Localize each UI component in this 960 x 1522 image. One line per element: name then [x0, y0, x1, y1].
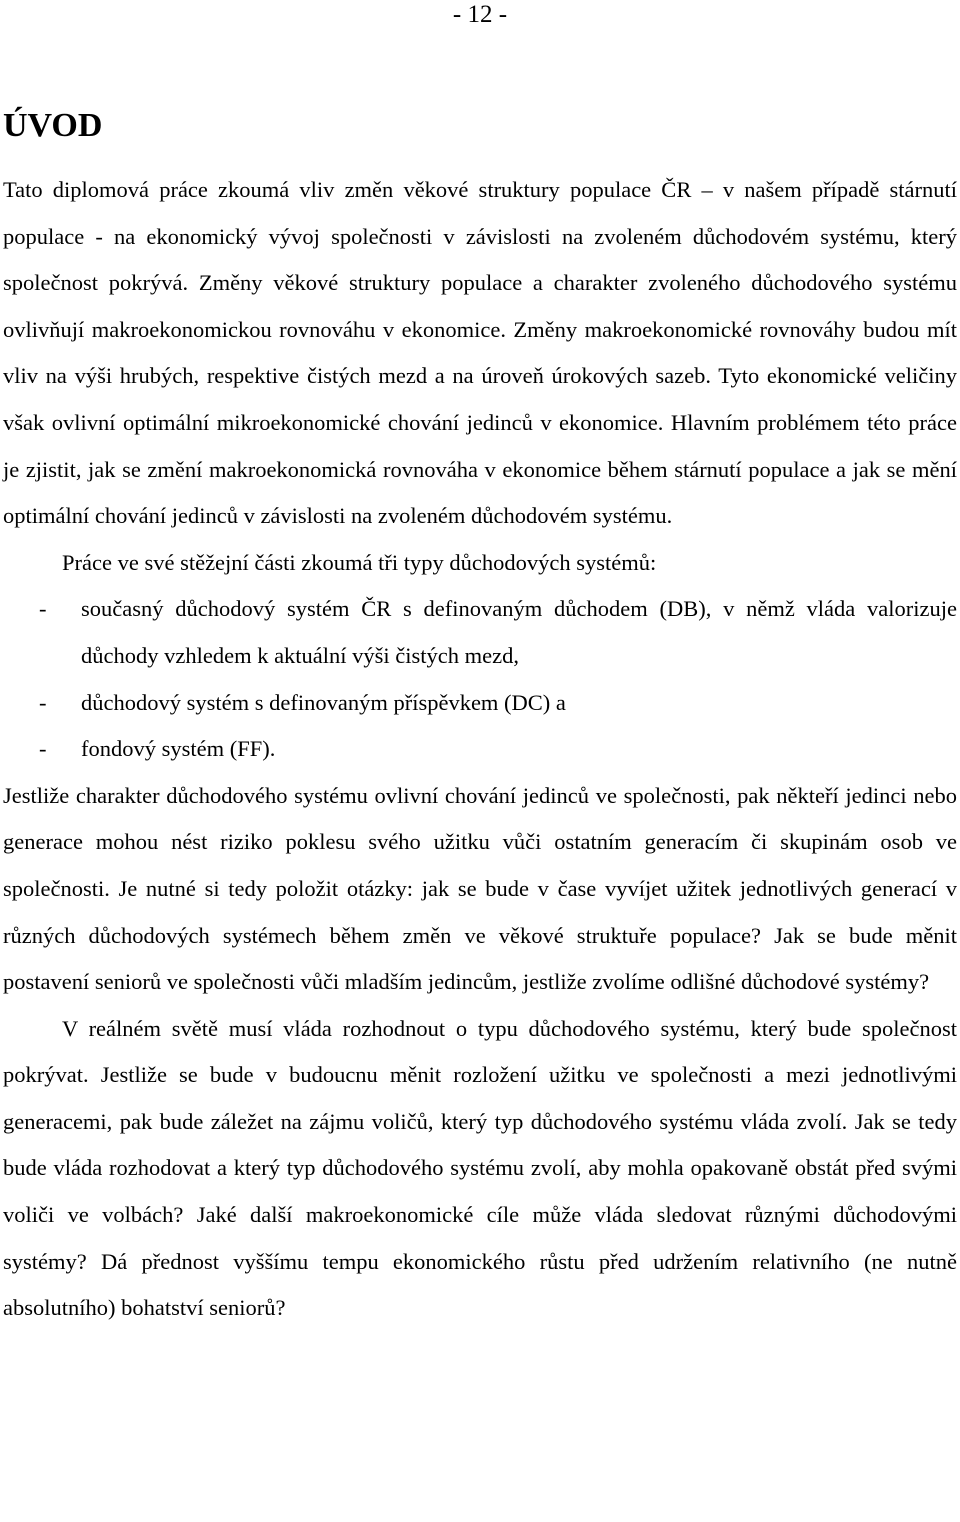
list-dash: - — [39, 596, 47, 622]
pension-systems-list — [3, 586, 957, 772]
list-item-text: současný důchodový systém ČR s definovaným důchodem (DB), v němž vláda valorizuje důchody vzhledem k aktuální výši čistých mezd, — [81, 596, 957, 668]
final-paragraph: V reálném světě musí vláda rozhodnout o typu důchodového systému, který bude společnost pokrývat. Jestliže se bude v budoucnu měnit rozložení užitku ve společnosti a mezi jednotlivými generacemi, pak bude záležet na zájmu voličů, který typ důchodového systému vláda zvolí. Jak se tedy bude vláda rozhodovat a který typ důchodového systému zvolí, aby mohla opakovaně obstát před svými voliči ve volbách? Jaké další makroekonomické cíle může vláda sledovat různými důchodovými systémy? Dá přednost vyššímu tempu ekonomického růstu před udržením relativního (ne nutně absolutního) bohatství seniorů? — [3, 1015, 957, 1321]
document-body — [3, 167, 957, 1332]
list-item-text: důchodový systém s definovaným příspěvkem (DC) a — [81, 689, 566, 715]
questions-paragraph: Jestliže charakter důchodového systému ovlivní chování jedinců ve společnosti, pak někteří jedinci nebo generace mohou nést riziko poklesu svého užitku vůči ostatním generacím či skupinám osob ve společnosti. Je nutné si tedy položit otázky: jak se bude v čase vyvíjet užitek jednotlivých generací v různých důchodových systémech během změn ve věkové struktuře populace? Jak se bude měnit postavení seniorů ve společnosti vůči mladším jedincům, jestliže zvolíme odlišné důchodové systémy? — [3, 782, 957, 995]
section-heading: ÚVOD — [3, 107, 103, 144]
list-dash: - — [39, 689, 47, 715]
list-item — [3, 586, 957, 679]
list-item — [3, 726, 957, 773]
systems-intro-paragraph: Práce ve své stěžejní části zkoumá tři typy důchodových systémů: — [62, 549, 657, 575]
page-number: - 12 - — [452, 1, 508, 28]
list-item-text: fondový systém (FF). — [81, 736, 276, 762]
list-item — [3, 680, 957, 727]
intro-paragraph: Tato diplomová práce zkoumá vliv změn věkové struktury populace ČR – v našem případě stárnutí populace - na ekonomický vývoj společnosti v závislosti na zvoleném důchodovém systému, který společnost pokrývá. Změny věkové struktury populace a charakter zvoleného důchodového systému ovlivňují makroekonomickou rovnováhu v ekonomice. Změny makroekonomické rovnováhy budou mít vliv na výši hrubých, respektive čistých mezd a na úroveň úrokových sazeb. Tyto ekonomické veličiny však ovlivní optimální mikroekonomické chování jedinců v ekonomice. Hlavním problémem této práce je zjistit, jak se změní makroekonomická rovnováha v ekonomice během stárnutí populace a jak se mění optimální chování jedinců v závislosti na zvoleném důchodovém systému. — [3, 177, 957, 529]
list-dash: - — [39, 736, 47, 762]
